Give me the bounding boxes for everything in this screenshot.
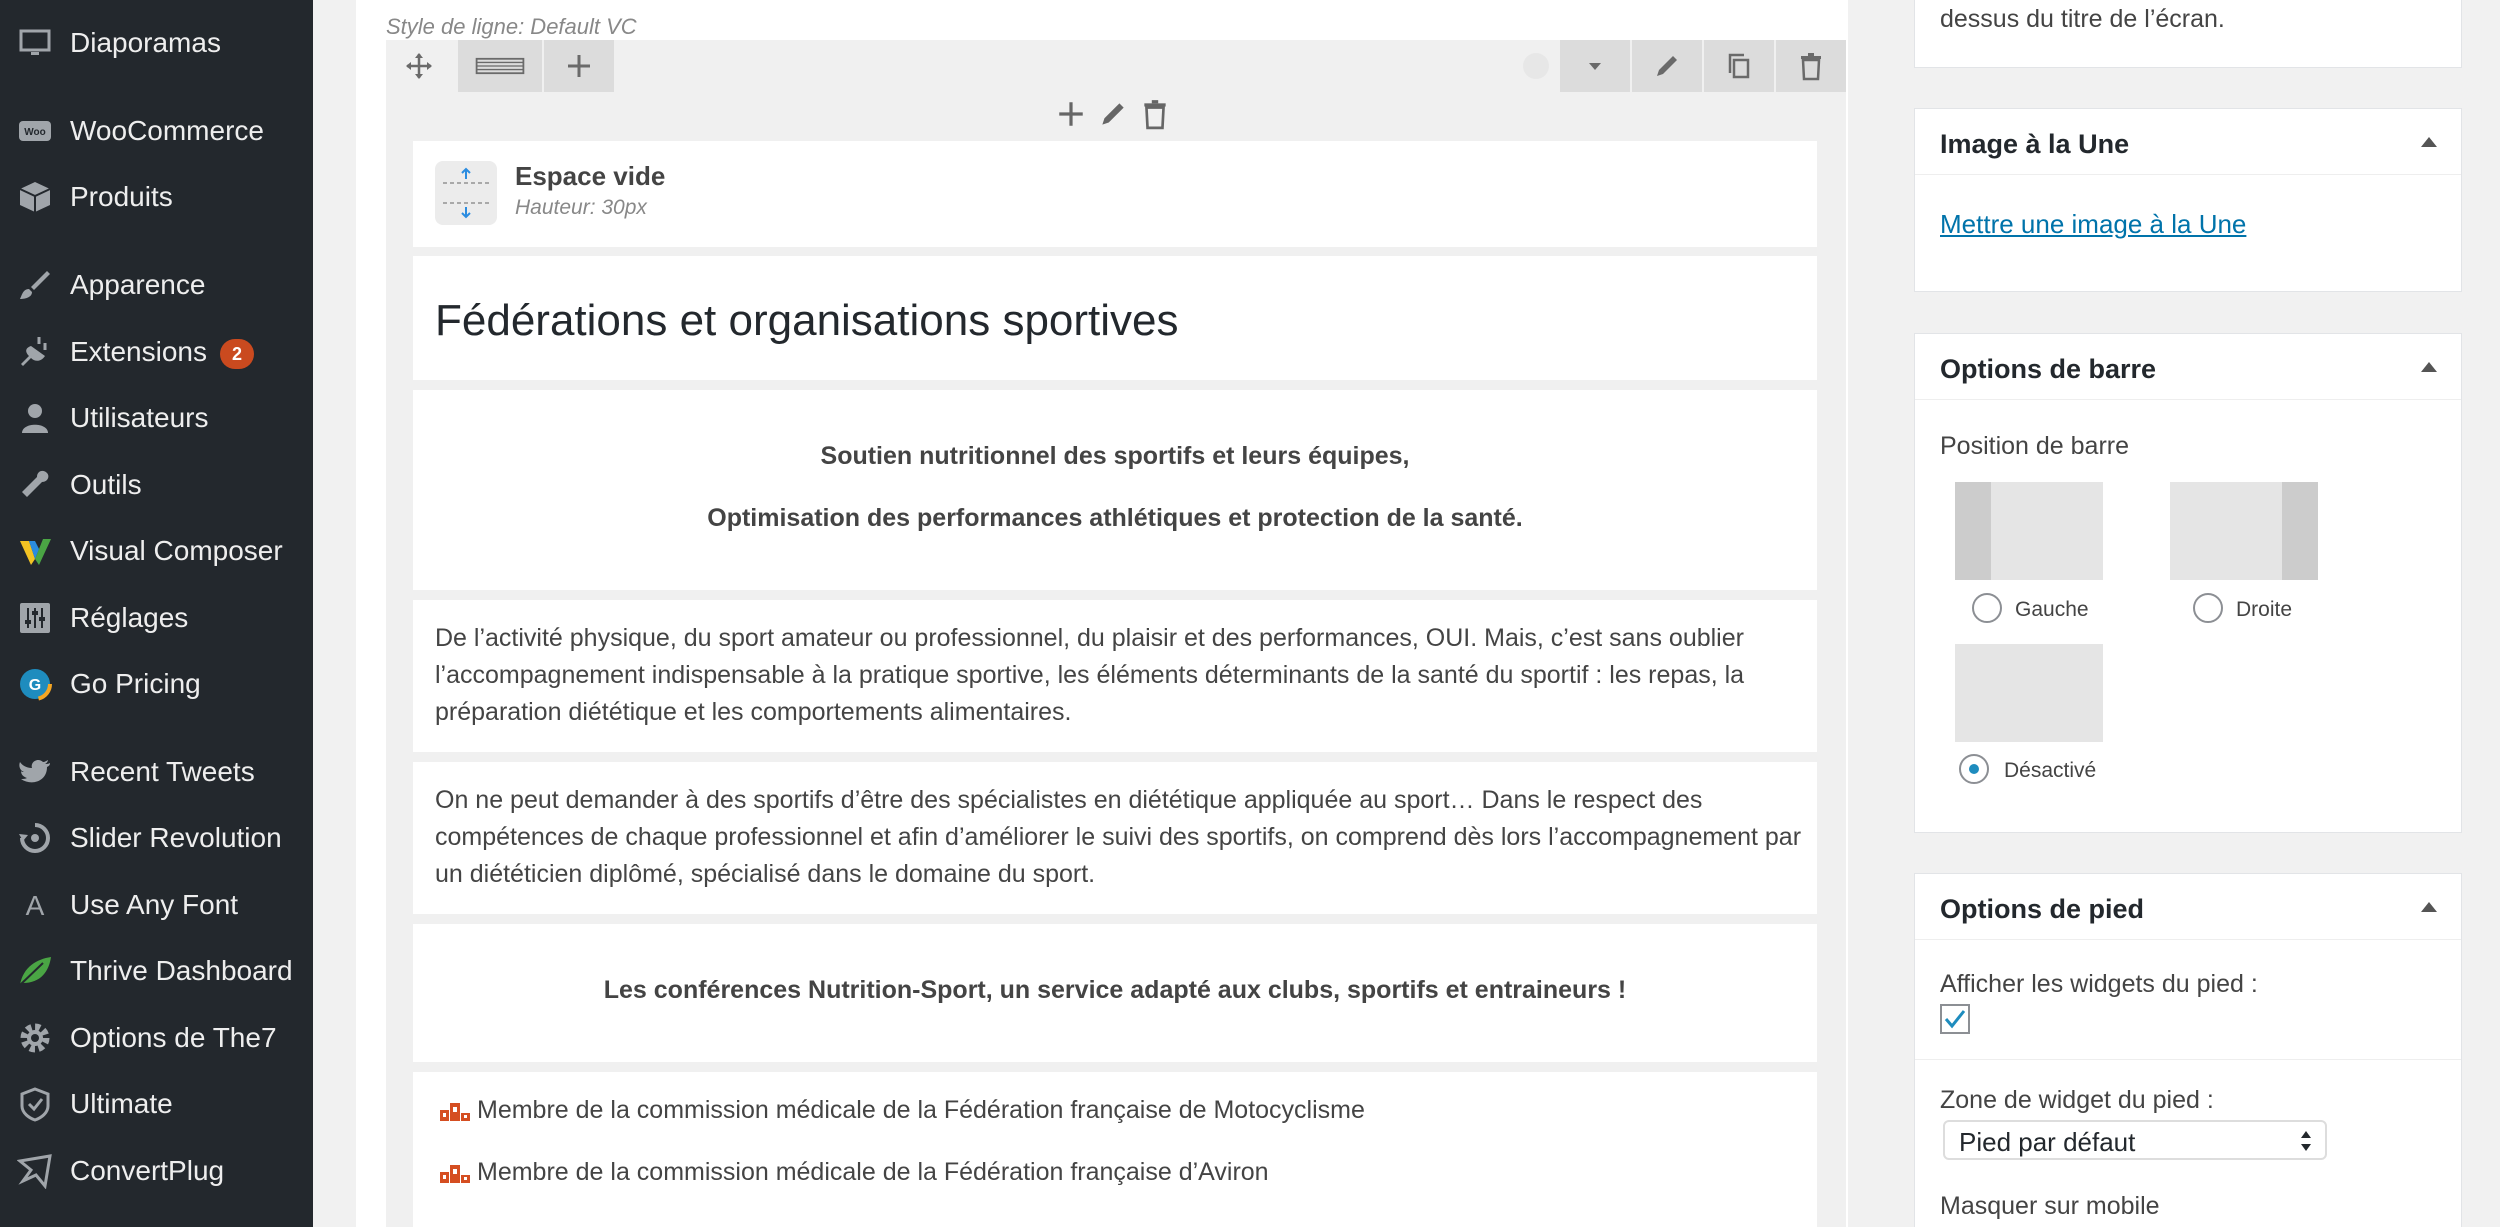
add-column-button[interactable]	[544, 40, 614, 92]
update-count-badge: 2	[220, 339, 254, 369]
sidebar-item-label: Use Any Font	[70, 889, 239, 920]
spacer-icon	[435, 161, 497, 225]
sidebar-item-reglages[interactable]	[0, 587, 313, 649]
svg-text:Woo: Woo	[24, 127, 46, 138]
sidebar-item-woocommerce[interactable]	[0, 100, 313, 162]
sidebar-item-label: Utilisateurs	[70, 402, 209, 433]
sidebar-item-label: Recent Tweets	[70, 756, 255, 787]
paragraph-text: De l’activité physique, du sport amateur ou professionnel, du plaisir et des performances, OUI. Mais, c’est sans oublier l’accompagnement indispensable à la pratique sportive, les éléments déterminants de la santé du sportif : les repas, la préparation diététique et les comportements alimentaires.	[435, 624, 1745, 726]
sidebar-item-label: Extensions	[70, 336, 207, 367]
move-handle-icon[interactable]	[396, 40, 442, 92]
checkmark-icon	[1942, 1006, 1968, 1032]
svg-text:G: G	[28, 677, 42, 694]
visual-composer-icon	[16, 532, 54, 570]
go-pricing-icon	[16, 665, 54, 703]
select-value: Pied par défaut	[1959, 1127, 2136, 1157]
box-title: Options de pied	[1940, 894, 2145, 924]
svg-text:A: A	[25, 890, 45, 921]
sidebar-item-label: Thrive Dashboard	[70, 955, 293, 986]
add-element-icon[interactable]	[1055, 98, 1087, 135]
sidebar-item-outils[interactable]	[0, 454, 313, 516]
centered-line: Optimisation des performances athlétiques et protection de la santé.	[707, 504, 1523, 532]
sidebar-item-use-any-font[interactable]	[0, 874, 313, 936]
slider-revolution-icon	[16, 819, 54, 857]
radio-desactive[interactable]	[1959, 754, 1989, 784]
text-block-paragraph[interactable]	[413, 600, 1817, 752]
bar-left-preview[interactable]	[1955, 482, 2103, 580]
help-text: dessus du titre de l’écran.	[1940, 5, 2225, 33]
list-item	[439, 1096, 1365, 1125]
sidebar-item-utilisateurs[interactable]	[0, 387, 313, 449]
spacer-element[interactable]	[413, 141, 1817, 247]
delete-column-icon[interactable]	[1139, 98, 1171, 135]
box-title: Image à la Une	[1940, 129, 2130, 159]
footer-options-box	[1914, 873, 2462, 1227]
twitter-icon	[16, 753, 54, 791]
appearance-icon	[16, 266, 54, 304]
list-item	[439, 1158, 1269, 1187]
box-title: Options de barre	[1940, 354, 2157, 384]
heading-element[interactable]	[413, 256, 1817, 380]
edit-row-button[interactable]	[1632, 40, 1702, 92]
gear-icon	[16, 1019, 54, 1057]
box-header[interactable]	[1915, 109, 2461, 175]
podium-icon	[439, 1162, 471, 1184]
show-footer-widgets-checkbox[interactable]	[1940, 1004, 1970, 1034]
select-arrows-icon	[2299, 1128, 2313, 1154]
sidebar-item-ultimate[interactable]	[0, 1073, 313, 1135]
sidebar-item-label: Apparence	[70, 269, 206, 300]
convertplug-icon	[16, 1152, 54, 1190]
sidebar-item-thrive-dashboard[interactable]	[0, 940, 313, 1002]
edit-column-icon[interactable]	[1097, 98, 1129, 135]
field-label: Zone de widget du pied :	[1940, 1086, 2214, 1114]
woocommerce-icon	[16, 112, 54, 150]
sidebar-item-apparence[interactable]	[0, 254, 313, 316]
radio-gauche[interactable]	[1972, 593, 2002, 623]
set-featured-image-link[interactable]: Mettre une image à la Une	[1940, 209, 2247, 239]
podium-icon	[439, 1100, 471, 1122]
screen-options-box	[1914, 0, 2462, 68]
paragraph-text: On ne peut demander à des sportifs d’être des spécialistes en diététique appliquée au sport… Dans le respect des compétences de chaque professionnel et afin d’améliorer le suivi des sportifs, on comprend dès lors l’accompagnement par un diététicien diplômé, spécialisé dans le domaine du sport.	[435, 786, 1802, 888]
collapse-toggle-icon[interactable]	[2421, 902, 2437, 912]
sidebar-item-label: WooCommerce	[70, 115, 264, 146]
divider	[1915, 1059, 2461, 1060]
row-layout-button[interactable]	[458, 40, 542, 92]
sidebar-item-label: Go Pricing	[70, 668, 201, 699]
box-header[interactable]	[1915, 874, 2461, 940]
conference-text: Les conférences Nutrition-Sport, un service adapté aux clubs, sportifs et entraineurs !	[603, 976, 1627, 1004]
field-label: Masquer sur mobile	[1940, 1192, 2160, 1220]
chevron-down-icon[interactable]	[1560, 40, 1630, 92]
text-block-conference[interactable]	[413, 924, 1817, 1062]
sidebar-item-label: Réglages	[70, 602, 189, 633]
bar-right-preview[interactable]	[2170, 482, 2318, 580]
collapse-toggle-icon[interactable]	[2421, 362, 2437, 372]
centered-line: Soutien nutritionnel des sportifs et leurs équipes,	[820, 442, 1410, 470]
sidebar-item-convertplug[interactable]	[0, 1140, 313, 1202]
column-controls	[1055, 98, 1175, 134]
thrive-leaf-icon	[16, 952, 54, 990]
sidebar-item-label: Diaporamas	[70, 27, 221, 58]
radio-label: Désactivé	[2004, 759, 2097, 782]
list-item-text: Membre de la commission médicale de la Fédération française de Motocyclisme	[477, 1096, 1365, 1124]
sidebar-item-extensions[interactable]	[0, 321, 313, 383]
sidebar-item-diaporamas[interactable]	[0, 12, 313, 74]
box-header[interactable]	[1915, 334, 2461, 400]
clone-row-button[interactable]	[1704, 40, 1774, 92]
row-status-dot	[1518, 40, 1554, 92]
collapse-toggle-icon[interactable]	[2421, 137, 2437, 147]
section-heading: Fédérations et organisations sportives	[435, 296, 1179, 345]
spacer-title: Espace vide	[515, 161, 666, 191]
row-style-label: Style de ligne: Default VC	[386, 14, 637, 39]
sidebar-item-label: Outils	[70, 469, 142, 500]
delete-row-button[interactable]	[1776, 40, 1846, 92]
sidebar-item-produits[interactable]	[0, 166, 313, 228]
list-item-text: Membre de la commission médicale de la Fédération française d’Aviron	[477, 1158, 1269, 1186]
spacer-height: Hauteur: 30px	[515, 196, 647, 219]
products-icon	[16, 178, 54, 216]
radio-label: Droite	[2236, 598, 2293, 621]
users-icon	[16, 399, 54, 437]
text-block-paragraph[interactable]	[413, 762, 1817, 914]
featured-image-box	[1914, 108, 2462, 292]
sidebar-item-label: Produits	[70, 181, 173, 212]
sidebar-item-label: Ultimate	[70, 1088, 173, 1119]
row-toolbar	[386, 40, 1846, 92]
bar-options-box	[1914, 333, 2462, 833]
sidebar-item-slider-revolution[interactable]	[0, 807, 313, 869]
sidebar-item-options-the7[interactable]	[0, 1007, 313, 1069]
footer-widget-area-select[interactable]	[1943, 1120, 2327, 1160]
plugins-icon	[16, 333, 54, 371]
ultimate-icon	[16, 1085, 54, 1123]
field-label: Position de barre	[1940, 432, 2130, 460]
text-block-centered[interactable]	[413, 390, 1817, 590]
sidebar-item-label: Options de The7	[70, 1022, 277, 1053]
bar-disabled-preview[interactable]	[1955, 644, 2103, 742]
settings-icon	[16, 599, 54, 637]
tools-icon	[16, 466, 54, 504]
radio-droite[interactable]	[2193, 593, 2223, 623]
font-icon	[16, 886, 54, 924]
sidebar-item-label: Slider Revolution	[70, 822, 282, 853]
radio-label: Gauche	[2015, 598, 2089, 621]
text-block-list[interactable]	[413, 1072, 1817, 1227]
sidebar-item-visual-composer[interactable]	[0, 520, 313, 582]
sidebar-item-go-pricing[interactable]	[0, 653, 313, 715]
sidebar-item-label: Visual Composer	[70, 535, 283, 566]
slideshow-icon	[16, 24, 54, 62]
admin-sidebar	[0, 0, 313, 1227]
field-label: Afficher les widgets du pied :	[1940, 970, 2258, 998]
sidebar-item-label: ConvertPlug	[70, 1155, 225, 1186]
sidebar-item-recent-tweets[interactable]	[0, 741, 313, 803]
